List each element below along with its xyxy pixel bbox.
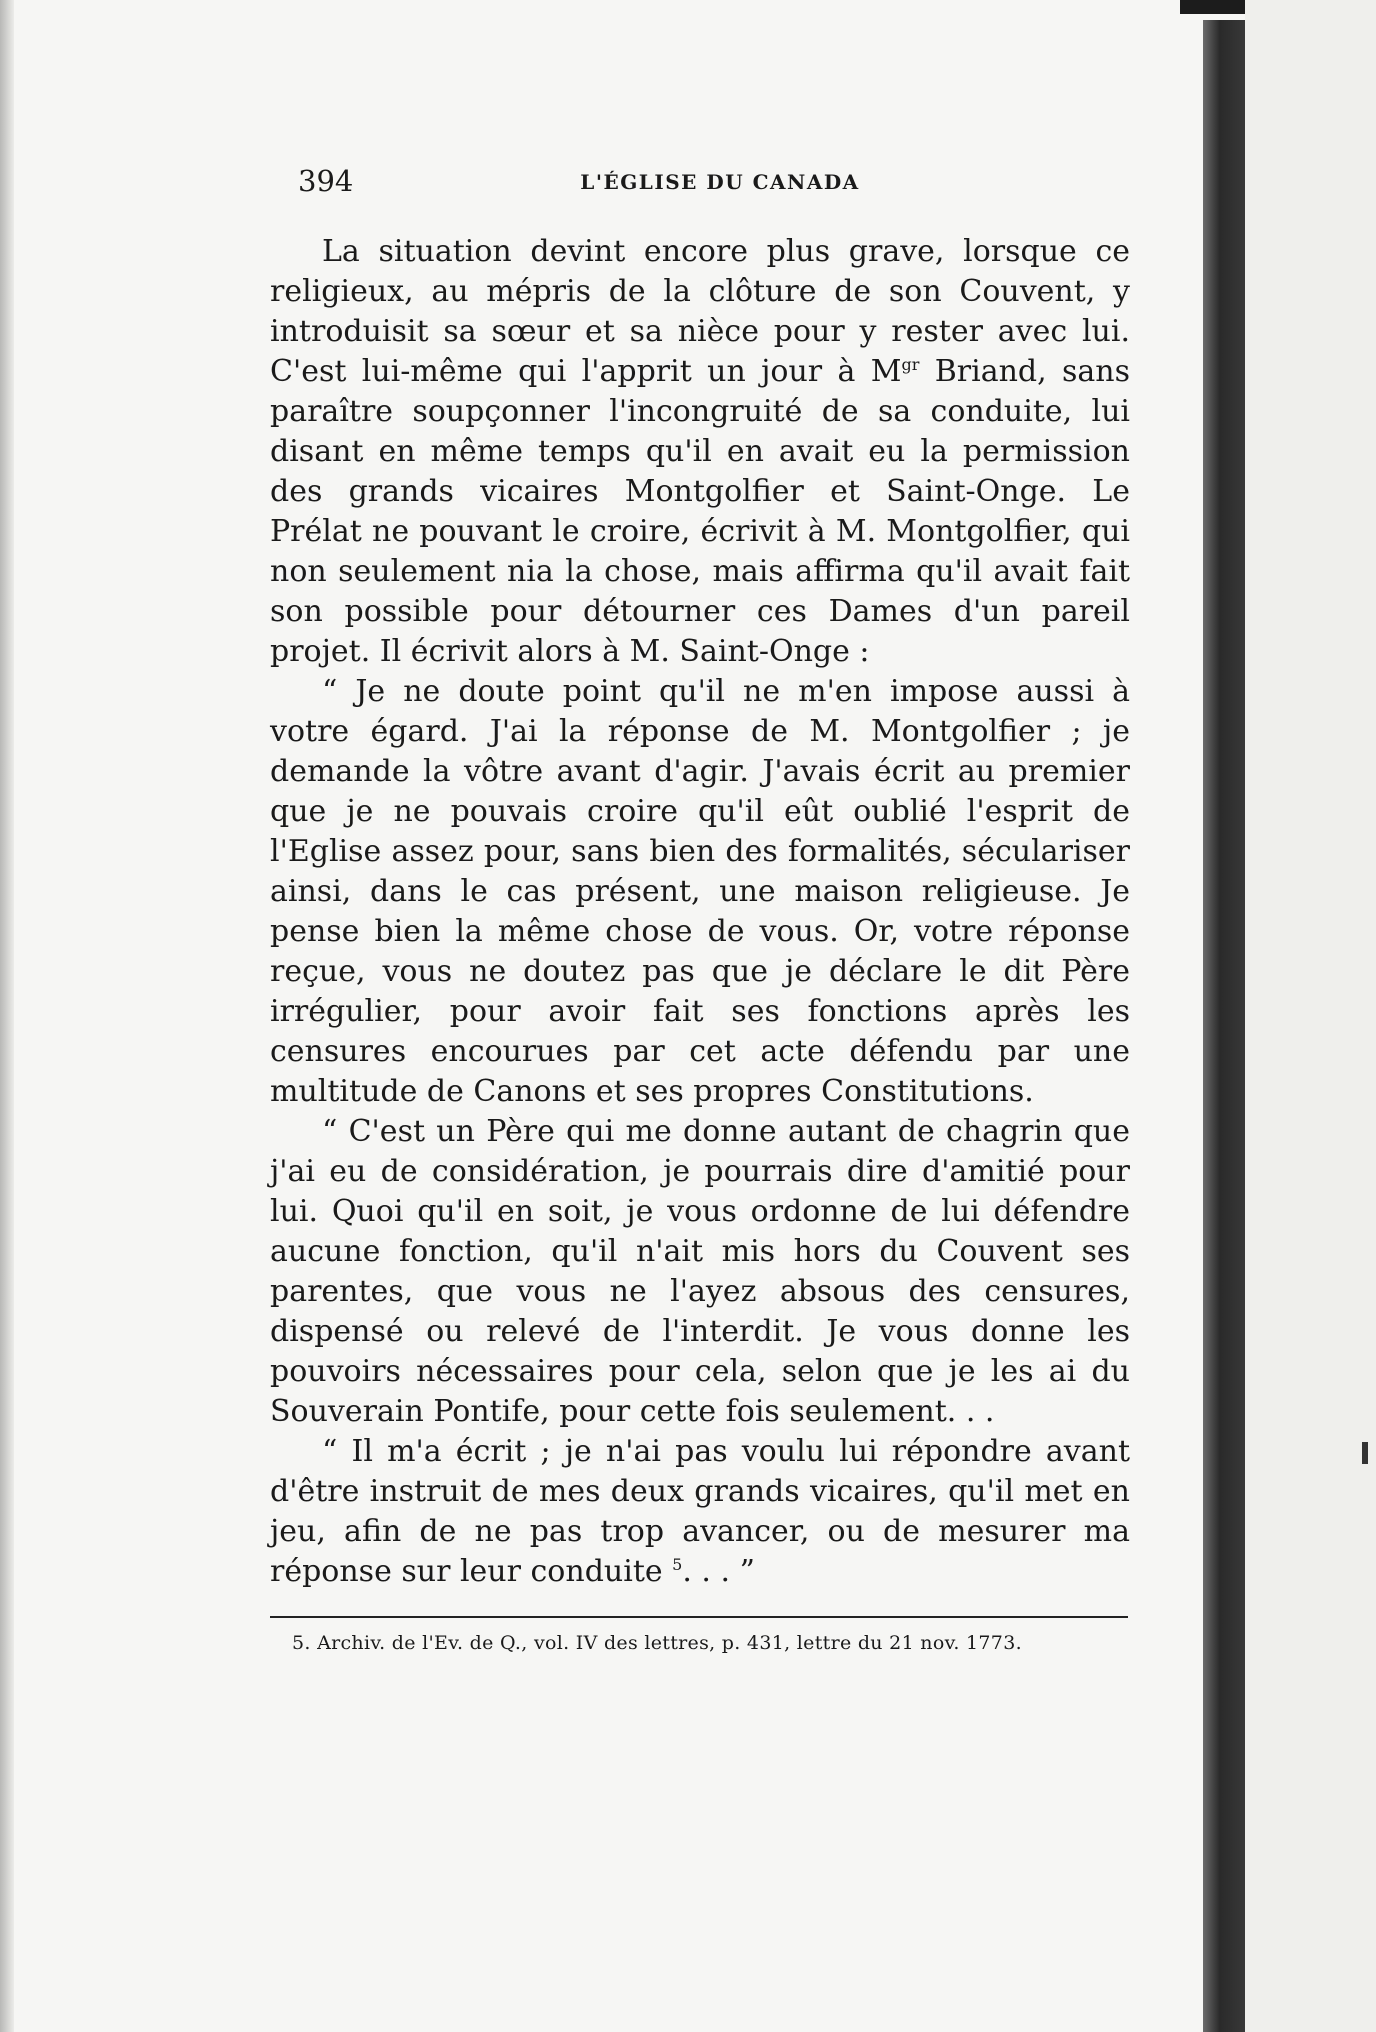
footnote: 5. Archiv. de l'Ev. de Q., vol. IV des lettres, p. 431, lettre du 21 nov. 1773. [292, 1632, 1022, 1654]
book-page [270, 160, 1130, 1654]
paragraph-text: “ Il m'a écrit ; je n'ai pas voulu lui répondre avant d'être instruit de mes deux grands vicaires, qu'il met en jeu, afin de ne pas trop avancer, ou de mesurer ma réponse sur leur conduite [270, 1434, 1130, 1589]
paragraph [270, 232, 1130, 672]
paragraph [270, 672, 1130, 1112]
scan-left-edge [0, 0, 14, 2032]
page-number: 394 [298, 164, 354, 198]
footnote-ref: 5 [672, 1555, 683, 1574]
running-head [270, 160, 1130, 204]
binding-gutter-shadow [1203, 20, 1245, 2032]
superscript: gr [901, 355, 920, 374]
paragraph-text-continued: . . . ” [682, 1554, 755, 1589]
body-text [270, 232, 1130, 1592]
facing-page-edge [1245, 0, 1376, 2032]
paragraph-text: “ C'est un Père qui me donne autant de chagrin que j'ai eu de considération, je pourrais dire d'amitié pour lui. Quoi qu'il en soit, je vous ordonne de lui défendre aucune fonction, qu'il n'ait mis hors du Couvent ses parentes, que vous ne l'ayez absous des censures, dispensé ou relevé de l'interdit. Je vous donne les pouvoirs nécessaires pour cela, selon que je les ai du Souverain Pontife, pour cette fois seulement. . . [270, 1114, 1130, 1429]
paragraph-text-continued: Briand, sans paraître soupçonner l'incongruité de sa conduite, lui disant en même temps qu'il en avait eu la permission des grands vicaires Montgolfier et Saint-Onge. Le Prélat ne pouvant le croire, écrivit à M. Montgolfier, qui non seulement nia la chose, mais affirma qu'il avait fait son possible pour détourner ces Dames d'un pareil projet. Il écrivit alors à M. Saint-Onge : [270, 354, 1130, 669]
footnote-rule [270, 1616, 1128, 1618]
paragraph [270, 1432, 1130, 1592]
running-title: L'ÉGLISE DU CANADA [580, 170, 860, 194]
facing-page-mark [1362, 1442, 1368, 1464]
paragraph-text: La situation devint encore plus grave, lorsque ce religieux, au mépris de la clôture de son Couvent, y introduisit sa sœur et sa nièce pour y rester avec lui. C'est lui-même qui l'apprit un jour à M [270, 234, 1130, 389]
paragraph [270, 1112, 1130, 1432]
paragraph-text: “ Je ne doute point qu'il ne m'en impose aussi à votre égard. J'ai la réponse de M. Montgolfier ; je demande la vôtre avant d'agir. J'avais écrit au premier que je ne pouvais croire qu'il eût oublié l'esprit de l'Eglise assez pour, sans bien des formalités, séculariser ainsi, dans le cas présent, une maison religieuse. Je pense bien la même chose de vous. Or, votre réponse reçue, vous ne doutez pas que je déclare le dit Père irrégulier, pour avoir fait ses fonctions après les censures encourues par cet acte défendu par une multitude de Canons et ses propres Constitutions. [270, 674, 1130, 1109]
